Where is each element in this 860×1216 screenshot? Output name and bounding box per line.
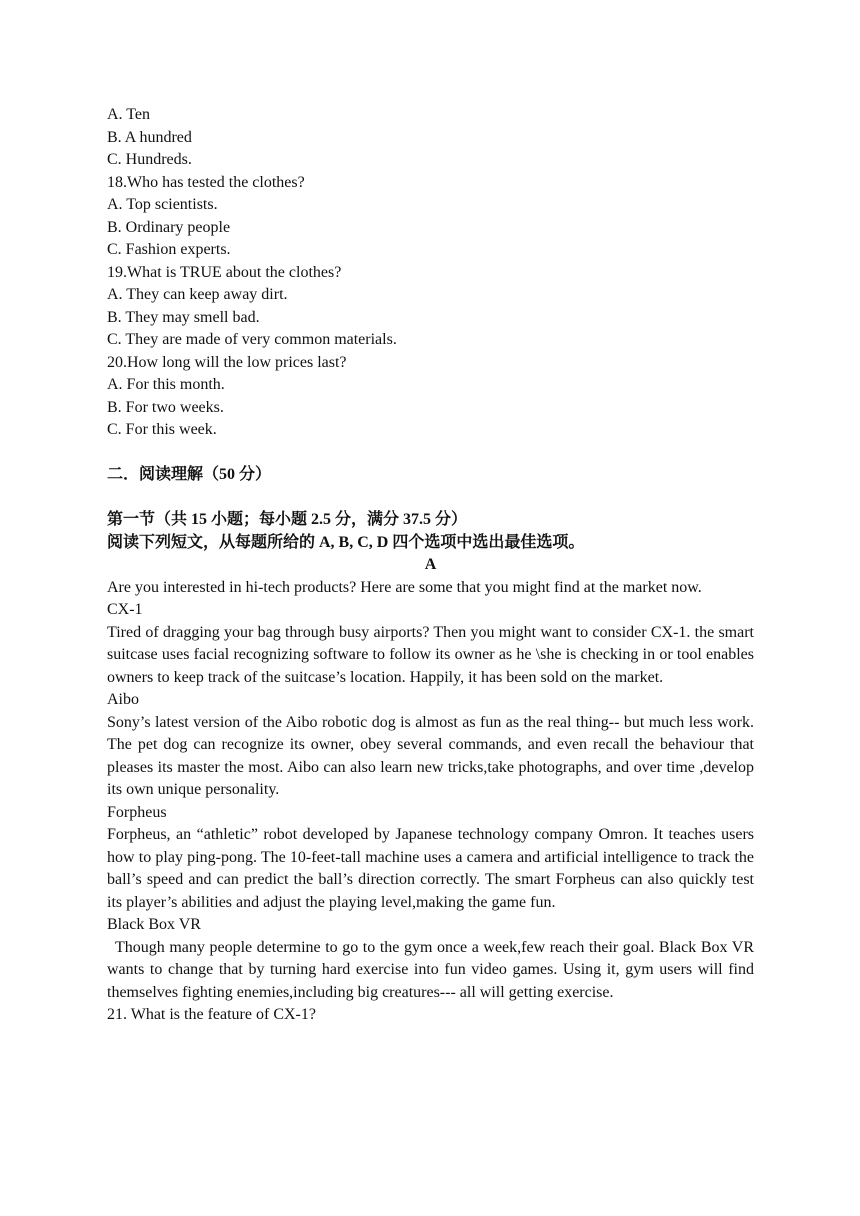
q21-question: 21. What is the feature of CX-1?	[107, 1006, 316, 1023]
product-title-cx1: CX-1	[107, 601, 143, 618]
q17-option-c: C. Hundreds.	[107, 151, 192, 168]
document-page	[107, 104, 754, 1027]
product-title-forpheus: Forpheus	[107, 803, 167, 821]
instruction: 阅读下列短文，从每题所给的 A, B, C, D 四个选项中选出最佳选项。	[107, 533, 585, 551]
q19-option-c: C. They are made of very common materials.	[107, 331, 397, 348]
spacer	[107, 442, 754, 465]
passage-label: A	[424, 556, 437, 573]
product-title-aibo: Aibo	[107, 691, 139, 708]
q17-option-b: B. A hundred	[107, 128, 192, 146]
q18-option-a: A. Top scientists.	[107, 196, 218, 213]
q18-option-c: C. Fashion experts.	[107, 241, 231, 258]
product-text-aibo: Sony’s latest version of the Aibo robotic dog is almost as fun as the real thing-- but much less work. The pet dog can recognize its owner, obey several commands, and even recall the behaviour that pleases its master the most. Aibo can also learn new tricks,take photographs, and over time ,develop its own unique personality.	[107, 713, 754, 798]
q17-option-a: A. Ten	[107, 106, 151, 123]
section-title: 二．阅读理解（50 分）	[107, 466, 272, 483]
q20-option-b: B. For two weeks.	[107, 398, 224, 416]
q19-question: 19.What is TRUE about the clothes?	[107, 263, 342, 281]
q20-option-a: A. For this month.	[107, 376, 225, 393]
product-title-blackbox: Black Box VR	[107, 916, 201, 933]
product-text-cx1: Tired of dragging your bag through busy airports? Then you might want to consider CX-1. the smart suitcase uses facial recognizing software to follow its owner as he \she is checking in or tool enables owners to keep track of the suitcase’s location. Happily, it has been sold on the market.	[107, 623, 754, 686]
part-title: 第一节（共 15 小题；每小题 2.5 分，满分 37.5 分）	[107, 511, 468, 528]
q19-option-b: B. They may smell bad.	[107, 308, 260, 326]
q18-option-b: B. Ordinary people	[107, 218, 231, 236]
q18-question: 18.Who has tested the clothes?	[107, 173, 305, 191]
product-text-blackbox: Though many people determine to go to the gym once a week,few reach their goal. Black Box VR wants to change that by turning hard exercise into fun video games. Using it, gym users will find themselves fighting enemies,including big creatures--- all will getting exercise.	[107, 938, 754, 1001]
spacer	[107, 487, 754, 510]
q20-option-c: C. For this week.	[107, 421, 217, 438]
product-text-forpheus: Forpheus, an “athletic” robot developed by Japanese technology company Omron. It teaches users how to play ping-pong. The 10-feet-tall machine uses a camera and artificial intelligence to track the ball’s speed and can predict the ball’s direction correctly. The smart Forpheus can also quickly test its player’s abilities and adjust the playing level,making the game fun.	[107, 826, 754, 911]
q20-question: 20.How long will the low prices last?	[107, 353, 347, 371]
passage-intro: Are you interested in hi-tech products? Here are some that you might find at the market now.	[107, 578, 702, 596]
q19-option-a: A. They can keep away dirt.	[107, 286, 288, 303]
